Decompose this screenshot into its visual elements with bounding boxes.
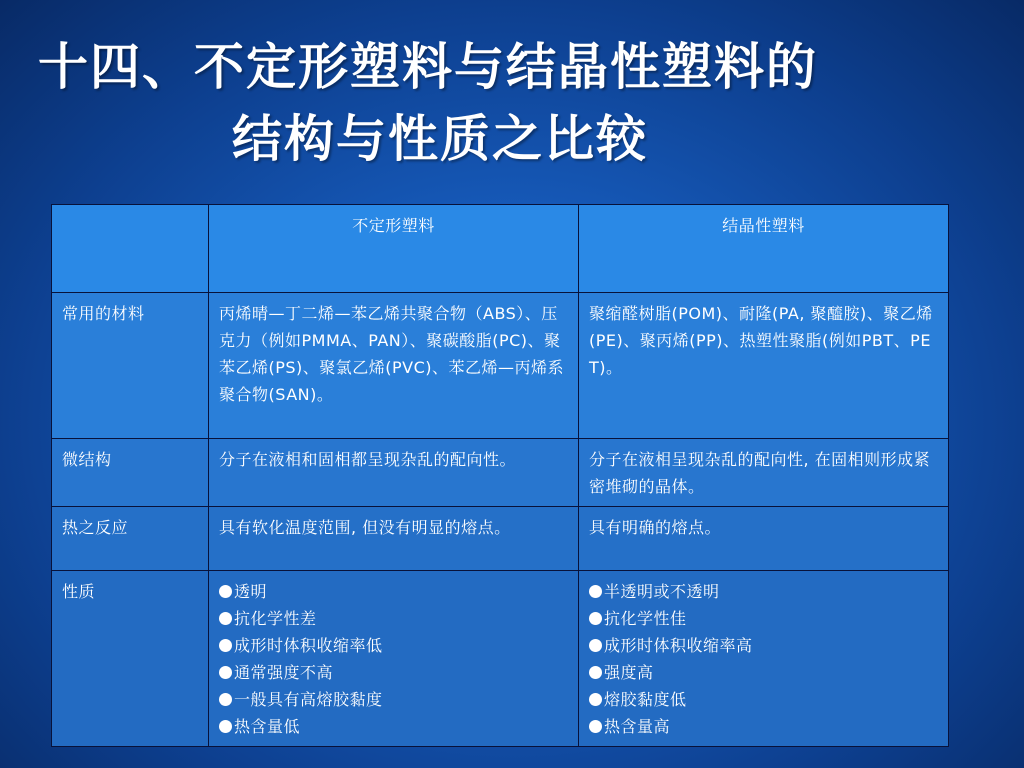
amorphous-cell: 分子在液相和固相都呈现杂乱的配向性。 (209, 439, 579, 507)
list-item (219, 686, 568, 713)
comparison-table (51, 204, 949, 747)
row-label: 常用的材料 (52, 293, 209, 439)
slide-title-line-1: 十四、不定形塑料与结晶性塑料的 (38, 37, 818, 96)
row-label: 热之反应 (52, 507, 209, 571)
bullet-icon (219, 693, 232, 706)
crystalline-cell (579, 571, 949, 747)
list-item (219, 578, 568, 605)
list-item-text: 强度高 (604, 663, 654, 682)
crystalline-cell: 具有明确的熔点。 (579, 507, 949, 571)
amorphous-properties-list (219, 578, 568, 740)
list-item (589, 686, 938, 713)
amorphous-cell: 丙烯晴—丁二烯—苯乙烯共聚合物（ABS）、压克力（例如PMMA、PAN）、聚碳酸脂(PC)、聚苯乙烯(PS)、聚氯乙烯(PVC)、苯乙烯—丙烯系聚合物(SAN)。 (209, 293, 579, 439)
table-row (52, 439, 949, 507)
list-item-text: 通常强度不高 (234, 663, 334, 682)
bullet-icon (589, 612, 602, 625)
bullet-icon (589, 720, 602, 733)
slide-title-line-2: 结构与性质之比较 (232, 109, 648, 168)
crystalline-cell: 分子在液相呈现杂乱的配向性, 在固相则形成紧密堆砌的晶体。 (579, 439, 949, 507)
list-item (589, 605, 938, 632)
list-item (589, 713, 938, 740)
table-header-row (52, 205, 949, 293)
list-item-text: 熔胶黏度低 (604, 690, 687, 709)
amorphous-cell: 具有软化温度范围, 但没有明显的熔点。 (209, 507, 579, 571)
list-item-text: 成形时体积收缩率高 (604, 636, 753, 655)
list-item-text: 成形时体积收缩率低 (234, 636, 383, 655)
table-row (52, 507, 949, 571)
bullet-icon (219, 720, 232, 733)
table-row (52, 571, 949, 747)
bullet-icon (219, 612, 232, 625)
row-label: 微结构 (52, 439, 209, 507)
list-item-text: 热含量低 (234, 717, 301, 736)
list-item (589, 578, 938, 605)
bullet-icon (589, 639, 602, 652)
list-item-text: 透明 (234, 582, 268, 601)
bullet-icon (589, 585, 602, 598)
bullet-icon (219, 639, 232, 652)
list-item (219, 632, 568, 659)
list-item (219, 659, 568, 686)
header-cell-empty (52, 205, 209, 293)
crystalline-cell: 聚缩醛树脂(POM)、耐隆(PA, 聚醯胺)、聚乙烯(PE)、聚丙烯(PP)、热塑性聚脂(例如PBT、PET)。 (579, 293, 949, 439)
crystalline-properties-list (589, 578, 938, 740)
header-cell-amorphous: 不定形塑料 (209, 205, 579, 293)
list-item-text: 半透明或不透明 (604, 582, 720, 601)
list-item (589, 632, 938, 659)
list-item (589, 659, 938, 686)
bullet-icon (589, 666, 602, 679)
list-item-text: 抗化学性差 (234, 609, 317, 628)
list-item-text: 一般具有高熔胶黏度 (234, 690, 383, 709)
list-item-text: 抗化学性佳 (604, 609, 687, 628)
bullet-icon (219, 666, 232, 679)
bullet-icon (219, 585, 232, 598)
table-row (52, 293, 949, 439)
row-label: 性质 (52, 571, 209, 747)
list-item (219, 605, 568, 632)
list-item (219, 713, 568, 740)
bullet-icon (589, 693, 602, 706)
amorphous-cell (209, 571, 579, 747)
list-item-text: 热含量高 (604, 717, 671, 736)
header-cell-crystalline: 结晶性塑料 (579, 205, 949, 293)
